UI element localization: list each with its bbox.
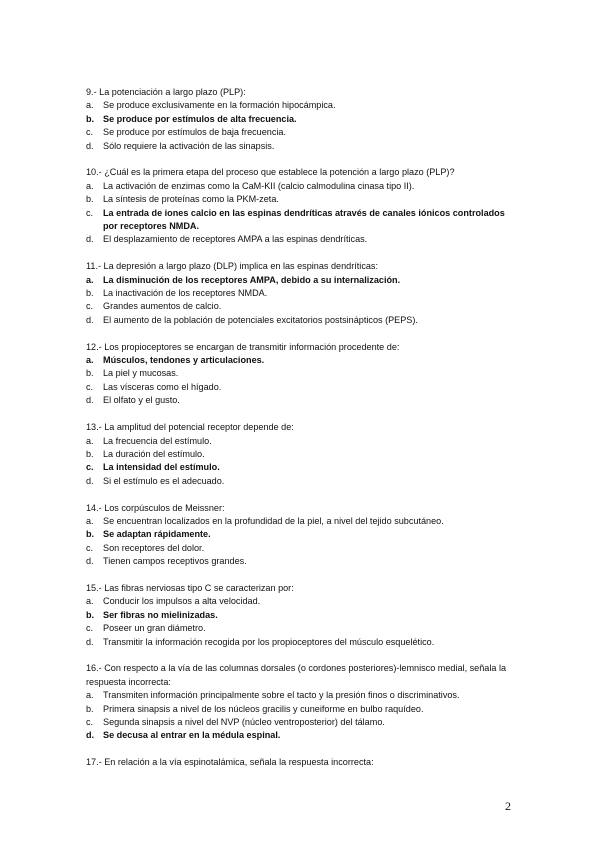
option-letter: d. [86,730,95,741]
question-text: 12.- Los propioceptores se encargan de transmitir información procedente de: [86,341,400,352]
option-b-correct [86,113,516,126]
option-text: Se produce por estímulos de baja frecuencia. [103,127,286,138]
option-letter: c. [86,462,94,473]
option-letter: c. [86,716,94,727]
option-text: Se adaptan rápidamente. [103,529,211,540]
option-d [86,475,516,488]
option-d-correct [86,729,516,742]
option-letter: b. [86,113,95,124]
option-letter: c. [86,301,94,312]
question-text: 10.- ¿Cuál es la primera etapa del proceso que establece la potención a largo plazo (PLP)? [86,167,455,178]
option-text: El olfato y el gusto. [103,395,180,406]
option-letter: b. [86,288,94,299]
option-b-correct [86,609,516,622]
question-text: 11.- La depresión a largo plazo (DLP) implica en las espinas dendríticas: [86,261,378,272]
option-c [86,300,516,313]
option-letter: c. [86,127,94,138]
option-text: Las vísceras como el hígado. [103,381,222,392]
option-d [86,233,516,246]
option-text: Transmitir la información recogida por los propioceptores del músculo esquelético. [103,636,435,647]
option-d [86,555,516,568]
question-text: 14.- Los corpúsculos de Meissner: [86,502,225,513]
question-9 [86,86,516,153]
option-a [86,180,516,193]
option-b [86,703,516,716]
option-letter: d. [86,140,94,151]
option-letter: d. [86,395,94,406]
question-list [86,86,516,783]
option-a [86,689,516,702]
option-c [86,126,516,139]
option-a [86,515,516,528]
option-letter: d. [86,556,94,567]
option-text: La duración del estímulo. [103,448,205,459]
question-17 [86,756,516,769]
option-c [86,381,516,394]
question-10 [86,166,516,246]
option-letter: b. [86,703,94,714]
option-text: El desplazamiento de receptores AMPA a las espinas dendríticas. [103,234,368,245]
question-13 [86,421,516,488]
option-text: Tienen campos receptivos grandes. [103,556,247,567]
question-text: 9.- La potenciación a largo plazo (PLP): [86,87,246,97]
option-text: Primera sinapsis a nivel de los núcleos gracilis y cuneiforme en bulbo raquídeo. [103,703,424,714]
option-c [86,716,516,729]
option-text: La inactivación de los receptores NMDA. [103,288,268,299]
option-text: El aumento de la población de potenciales excitatorios postsinápticos (PEPS). [103,314,418,325]
question-11 [86,260,516,327]
question-14 [86,502,516,569]
option-text: Transmiten información principalmente sobre el tacto y la presión finos o discriminativos. [103,690,460,701]
option-text: La entrada de iones calcio en las espinas dendríticas através de canales iónicos controlados por receptores NMDA. [103,207,505,232]
option-b [86,448,516,461]
option-letter: a. [86,274,94,285]
option-c-correct [86,461,516,474]
option-text: Grandes aumentos de calcio. [103,301,222,312]
option-text: Conducir los impulsos a alta velocidad. [103,596,261,607]
question-text: 16.- Con respecto a la vía de las columnas dorsales (o cordones posteriores)-lemnisco medial, señala la respuesta incorrecta: [86,663,507,687]
option-text: Sólo requiere la activación de las sinapsis. [103,140,275,151]
option-d [86,140,516,153]
option-text: Se encuentran localizados en la profundidad de la piel, a nivel del tejido subcutáneo. [103,515,444,526]
question-16 [86,662,516,742]
option-a-correct [86,354,516,367]
question-12 [86,341,516,408]
option-text: Se produce por estímulos de alta frecuencia. [103,113,297,124]
option-letter: a. [86,355,94,366]
option-letter: c. [86,381,94,392]
option-text: Músculos, tendones y articulaciones. [103,355,265,366]
option-c [86,542,516,555]
option-text: Poseer un gran diámetro. [103,623,206,634]
option-b [86,367,516,380]
option-letter: c. [86,207,94,218]
option-letter: d. [86,314,94,325]
option-letter: c. [86,623,94,634]
option-letter: b. [86,448,94,459]
option-d [86,394,516,407]
option-b-correct [86,528,516,541]
option-d [86,636,516,649]
option-letter: d. [86,475,94,486]
option-letter: b. [86,368,94,379]
option-letter: a. [86,515,94,526]
option-text: Si el estímulo es el adecuado. [103,475,225,486]
option-text: La intensidad del estímulo. [103,462,220,473]
option-letter: b. [86,529,95,540]
option-b [86,287,516,300]
question-text: 15.- Las fibras nerviosas tipo C se caracterizan por: [86,582,294,593]
option-letter: b. [86,194,94,205]
option-letter: a. [86,435,94,446]
option-text: Se decusa al entrar en la médula espinal. [103,730,281,741]
option-a [86,435,516,448]
option-text: La disminución de los receptores AMPA, debido a su internalización. [103,274,401,285]
option-text: Se produce exclusivamente en la formación hipocámpica. [103,100,336,111]
question-text: 13.- La amplitud del potencial receptor depende de: [86,422,294,433]
option-d [86,314,516,327]
option-letter: a. [86,180,94,191]
page-number: 2 [505,799,511,813]
option-a [86,99,516,112]
option-letter: d. [86,234,94,245]
option-letter: a. [86,690,94,701]
option-text: La frecuencia del estímulo. [103,435,212,446]
question-15 [86,582,516,649]
option-text: La piel y mucosas. [103,368,179,379]
option-text: Segunda sinapsis a nivel del NVP (núcleo ventroposterior) del tálamo. [103,716,385,727]
option-a [86,595,516,608]
option-text: Son receptores del dolor. [103,542,205,553]
option-text: Ser fibras no mielinizadas. [103,609,218,620]
option-a-correct [86,274,516,287]
option-c [86,622,516,635]
option-letter: c. [86,542,94,553]
option-letter: a. [86,596,94,607]
option-text: La activación de enzimas como la CaM-KII (calcio calmodulina cinasa tipo II). [103,180,415,191]
option-letter: d. [86,636,94,647]
option-c-correct [86,207,516,234]
option-letter: b. [86,609,95,620]
question-text: 17.- En relación a la vía espinotalámica, señala la respuesta incorrecta: [86,757,374,768]
option-letter: a. [86,100,94,111]
option-b [86,193,516,206]
option-text: La síntesis de proteínas como la PKM-zeta. [103,194,279,205]
